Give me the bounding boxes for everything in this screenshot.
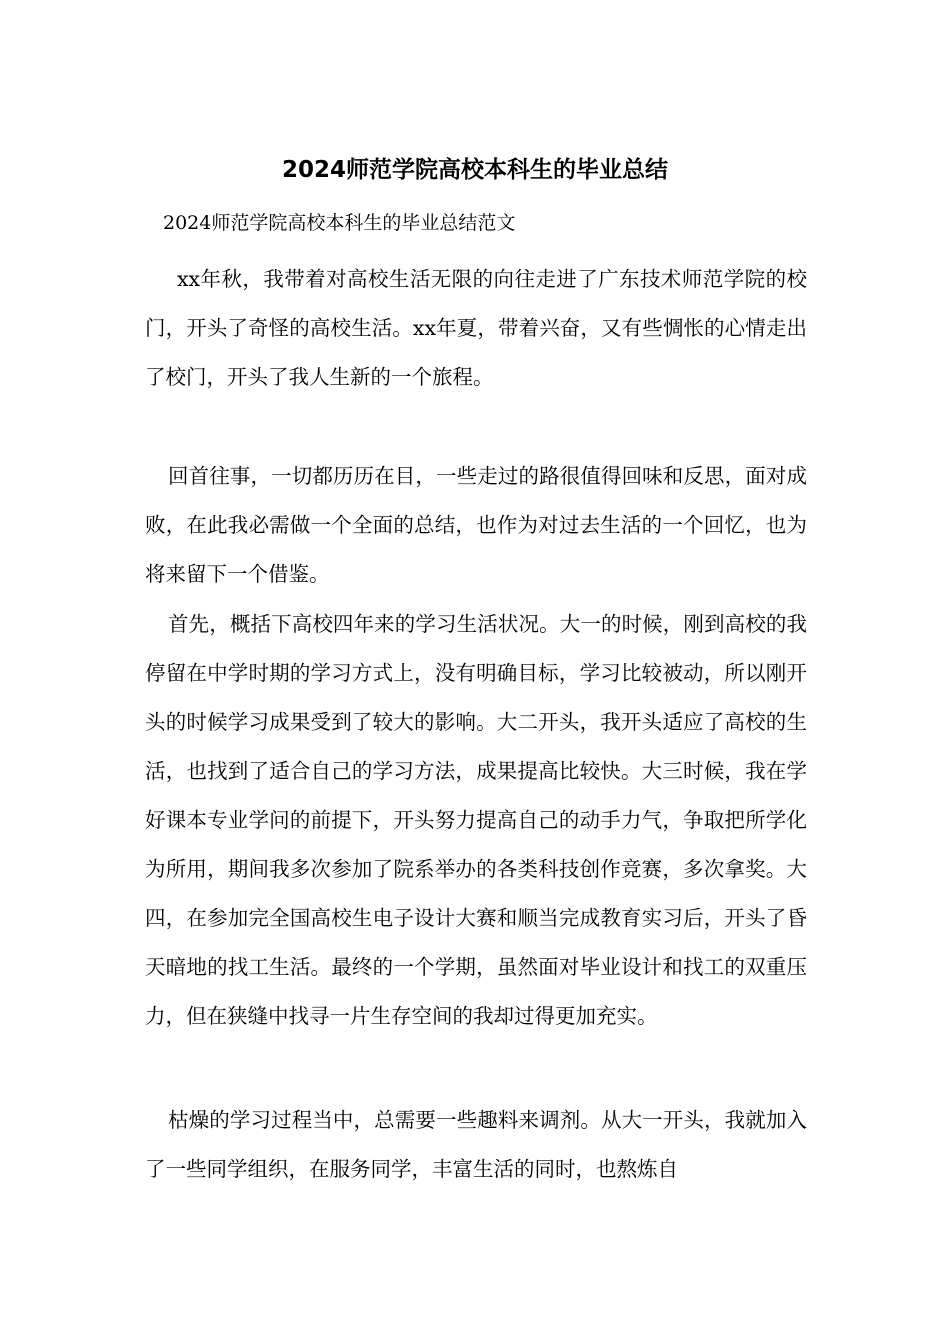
paragraph-1: xx年秋，我带着对高校生活无限的向往走进了广东技术师范学院的校门，开头了奇怪的高校生活。xx年夏，带着兴奋，又有些惆怅的心情走出了校门，开头了我人生新的一个旅程。: [145, 267, 807, 389]
paragraph-4: 枯燥的学习过程当中，总需要一些趣料来调剂。从大一开头，我就加入了一些同学组织，在服务同学，丰富生活的同时，也熬炼自: [145, 1108, 807, 1181]
paragraph-3: 首先，概括下高校四年来的学习生活状况。大一的时候，刚到高校的我停留在中学时期的学习方式上，没有明确目标，学习比较被动，所以刚开头的时候学习成果受到了较大的影响。大二开头，我开头适应了高校的生活，也找到了适合自己的学习方法，成果提高比较快。大三时候，我在学好课本专业学问的前提下，开头努力提高自己的动手力气，争取把所学化为所用，期间我多次参加了院系举办的各类科技创作竞赛，多次拿奖。大四，在参加完全国高校生电子设计大赛和顺当完成教育实习后，开头了昏天暗地的找工生活。最终的一个学期，虽然面对毕业设计和找工的双重压力，但在狭缝中找寻一片生存空间的我却过得更加充实。: [145, 612, 807, 1028]
document-subtitle: 2024师范学院高校本科生的毕业总结范文: [163, 212, 516, 234]
paragraph-2: 回首往事，一切都历历在目，一些走过的路很值得回味和反思，面对成败，在此我必需做一个全面的总结，也作为对过去生活的一个回忆，也为将来留下一个借鉴。: [145, 464, 807, 586]
document-title: 2024师范学院高校本科生的毕业总结: [281, 157, 668, 183]
